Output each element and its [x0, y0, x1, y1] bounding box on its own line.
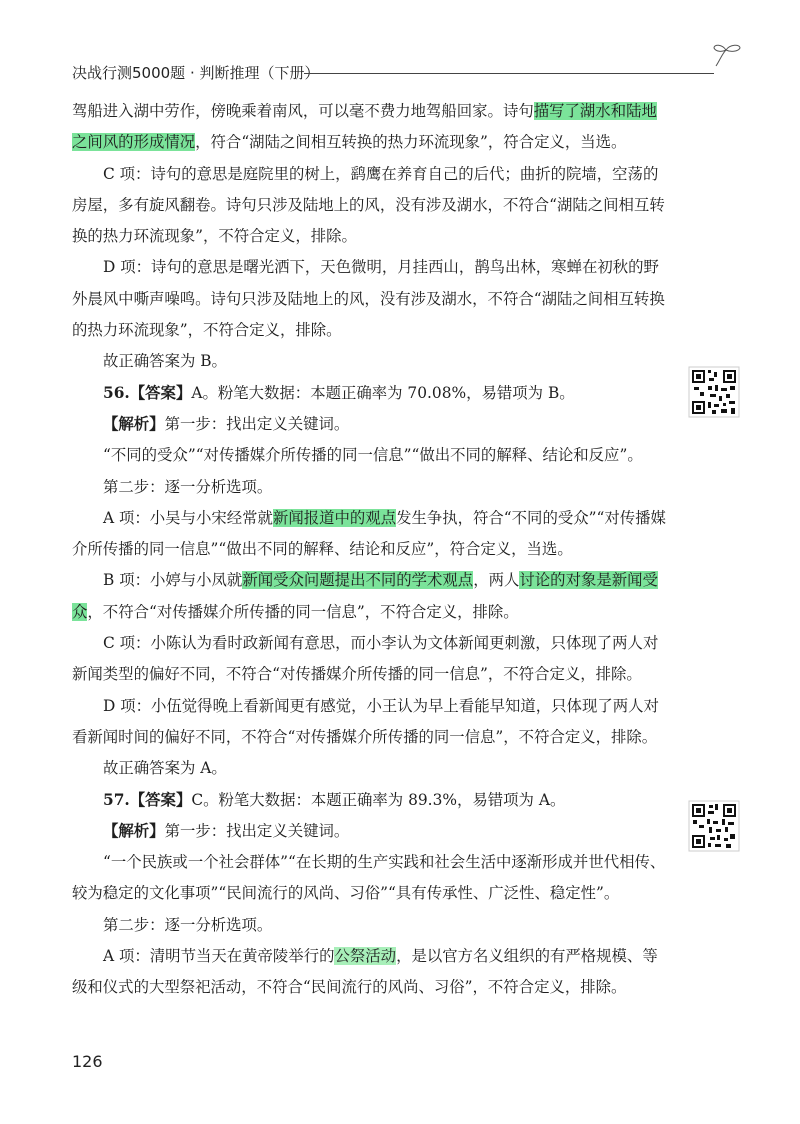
paragraph: C 项：诗句的意思是庭院里的树上，鹞鹰在养育自己的后代；曲折的院墙，空荡的房屋，多有旋风翻卷。诗句只涉及陆地上的风，没有涉及湖水，不符合“湖陆之间相互转换的热力环流现象”，不符合定义，排除。	[72, 164, 665, 246]
highlight: 讨论的对象是新闻受众	[72, 571, 658, 621]
leaf-icon	[712, 42, 742, 72]
paragraph: B 项：小婷与小凤就新闻受众问题提出不同的学术观点，两人讨论的对象是新闻受众，不符合“对传播媒介所传播的同一信息”，不符合定义，排除。	[72, 571, 658, 621]
answer-56: 56.【答案】A。粉笔大数据：本题正确率为 70.08%，易错项为 B。	[103, 383, 575, 402]
header-rule	[304, 73, 714, 74]
highlight: 描写了湖水和陆地之间风的形成情况	[72, 102, 657, 152]
paragraph: 第二步：逐一分析选项。	[103, 915, 273, 934]
paragraph: “一个民族或一个社会群体”“在长期的生产实践和社会生活中逐渐形成并世代相传、较为稳定的文化事项”“民间流行的风尚、习俗”“具有传承性、广泛性、稳定性”。	[72, 853, 666, 903]
qr-code-icon[interactable]	[688, 366, 740, 418]
page-body	[72, 96, 672, 1004]
paragraph: D 项：诗句的意思是曙光洒下，天色微明，月挂西山，鹊鸟出林，寒蝉在初秋的野外晨风中嘶声噪鸣。诗句只涉及陆地上的风，没有涉及湖水，不符合“湖陆之间相互转换的热力环流现象”，不符合定义，排除。	[72, 258, 665, 340]
paragraph: 故正确答案为 B。	[103, 352, 227, 371]
qr-code-icon[interactable]	[688, 800, 740, 852]
analysis-heading: 【解析】第一步：找出定义关键词。	[103, 414, 350, 433]
paragraph: C 项：小陈认为看时政新闻有意思，而小李认为文体新闻更刺激，只体现了两人对新闻类型的偏好不同，不符合“对传播媒介所传播的同一信息”，不符合定义，排除。	[72, 634, 659, 684]
answer-57: 57.【答案】C。粉笔大数据：本题正确率为 89.3%，易错项为 A。	[103, 790, 566, 809]
paragraph: 驾船进入湖中劳作，傍晚乘着南风，可以毫不费力地驾船回家。诗句描写了湖水和陆地之间风的形成情况，符合“湖陆之间相互转换的热力环流现象”，符合定义，当选。	[72, 102, 657, 152]
highlight: 公祭活动	[334, 947, 397, 966]
paragraph: A 项：清明节当天在黄帝陵举行的公祭活动，是以官方名义组织的有严格规模、等级和仪式的大型祭祀活动，不符合“民间流行的风尚、习俗”，不符合定义，排除。	[72, 947, 658, 997]
paragraph: D 项：小伍觉得晚上看新闻更有感觉，小王认为早上看能早知道，只体现了两人对看新闻时间的偏好不同，不符合“对传播媒介所传播的同一信息”，不符合定义，排除。	[72, 696, 659, 746]
highlight: 新闻受众问题提出不同的学术观点	[242, 571, 474, 590]
highlight: 新闻报道中的观点	[272, 508, 397, 527]
paragraph: 第二步：逐一分析选项。	[103, 477, 273, 496]
page-number: 126	[72, 1052, 103, 1071]
analysis-heading: 【解析】第一步：找出定义关键词。	[103, 821, 350, 840]
paragraph: 故正确答案为 A。	[103, 759, 227, 778]
paragraph: “不同的受众”“对传播媒介所传播的同一信息”“做出不同的解释、结论和反应”。	[103, 446, 643, 465]
header-title: 决战行测5000题 · 判断推理（下册）	[72, 64, 320, 82]
running-header	[72, 60, 752, 88]
paragraph: A 项：小吴与小宋经常就新闻报道中的观点发生争执，符合“不同的受众”“对传播媒介所传播的同一信息”“做出不同的解释、结论和反应”，符合定义，当选。	[72, 508, 666, 559]
